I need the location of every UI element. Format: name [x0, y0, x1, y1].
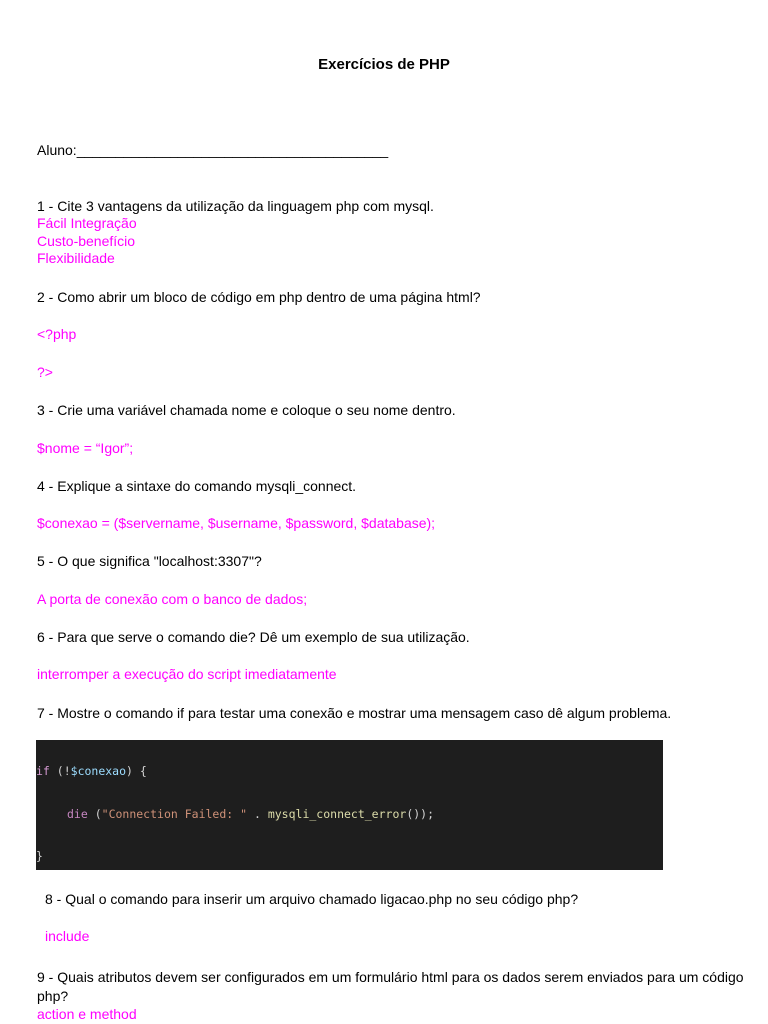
- code-punct: ());: [406, 807, 435, 821]
- question-1: 1 - Cite 3 vantagens da utilização da linguagem php com mysql.: [37, 198, 434, 214]
- answer-8: include: [45, 928, 90, 944]
- answer-9: action e method: [37, 1006, 137, 1022]
- question-7: 7 - Mostre o comando if para testar uma conexão e mostrar uma mensagem caso dê algum problema.: [37, 705, 672, 721]
- question-9: 9 - Quais atributos devem ser configurados em um formulário html para os dados serem enviados para um código: [37, 969, 744, 985]
- question-5: 5 - O que significa "localhost:3307"?: [37, 553, 262, 569]
- answer-5: A porta de conexão com o banco de dados;: [37, 591, 308, 607]
- code-keyword-if: if: [36, 764, 50, 778]
- code-string: "Connection Failed: ": [101, 807, 248, 821]
- answer-2-a: <?php: [37, 326, 77, 342]
- code-variable: $conexao: [70, 764, 127, 778]
- code-snippet: [36, 740, 663, 870]
- answer-4: $conexao = ($servername, $username, $password, $database);: [37, 515, 436, 531]
- question-2: 2 - Como abrir um bloco de código em php dentro de uma página html?: [37, 289, 481, 305]
- code-line-3: }: [36, 849, 43, 863]
- question-9-cont: php?: [37, 988, 69, 1004]
- question-6: 6 - Para que serve o comando die? Dê um exemplo de sua utilização.: [37, 629, 470, 645]
- code-keyword-die: die: [67, 807, 88, 821]
- code-punct: (!: [49, 764, 71, 778]
- answer-2-b: ?>: [37, 364, 53, 380]
- answer-1-a: Fácil Integração: [37, 215, 137, 231]
- code-punct: .: [247, 807, 268, 821]
- code-function: mysqli_connect_error: [267, 807, 407, 821]
- answer-1-b: Custo-benefício: [37, 233, 136, 249]
- question-4: 4 - Explique a sintaxe do comando mysqli_connect.: [37, 478, 357, 494]
- answer-1-c: Flexibilidade: [37, 250, 115, 266]
- answer-3: $nome = “Igor”;: [37, 440, 134, 456]
- student-name-field: Aluno:________________________________________: [37, 142, 389, 158]
- question-8: 8 - Qual o comando para inserir um arquivo chamado ligacao.php no seu código php?: [45, 891, 579, 907]
- code-punct: ) {: [126, 764, 147, 778]
- answer-6: interromper a execução do script imediatamente: [37, 666, 337, 682]
- code-line-1: [36, 764, 147, 778]
- code-punct: (: [87, 807, 102, 821]
- code-line-2: [67, 807, 434, 821]
- question-3: 3 - Crie uma variável chamada nome e coloque o seu nome dentro.: [37, 402, 456, 418]
- page-title: Exercícios de PHP: [318, 56, 450, 73]
